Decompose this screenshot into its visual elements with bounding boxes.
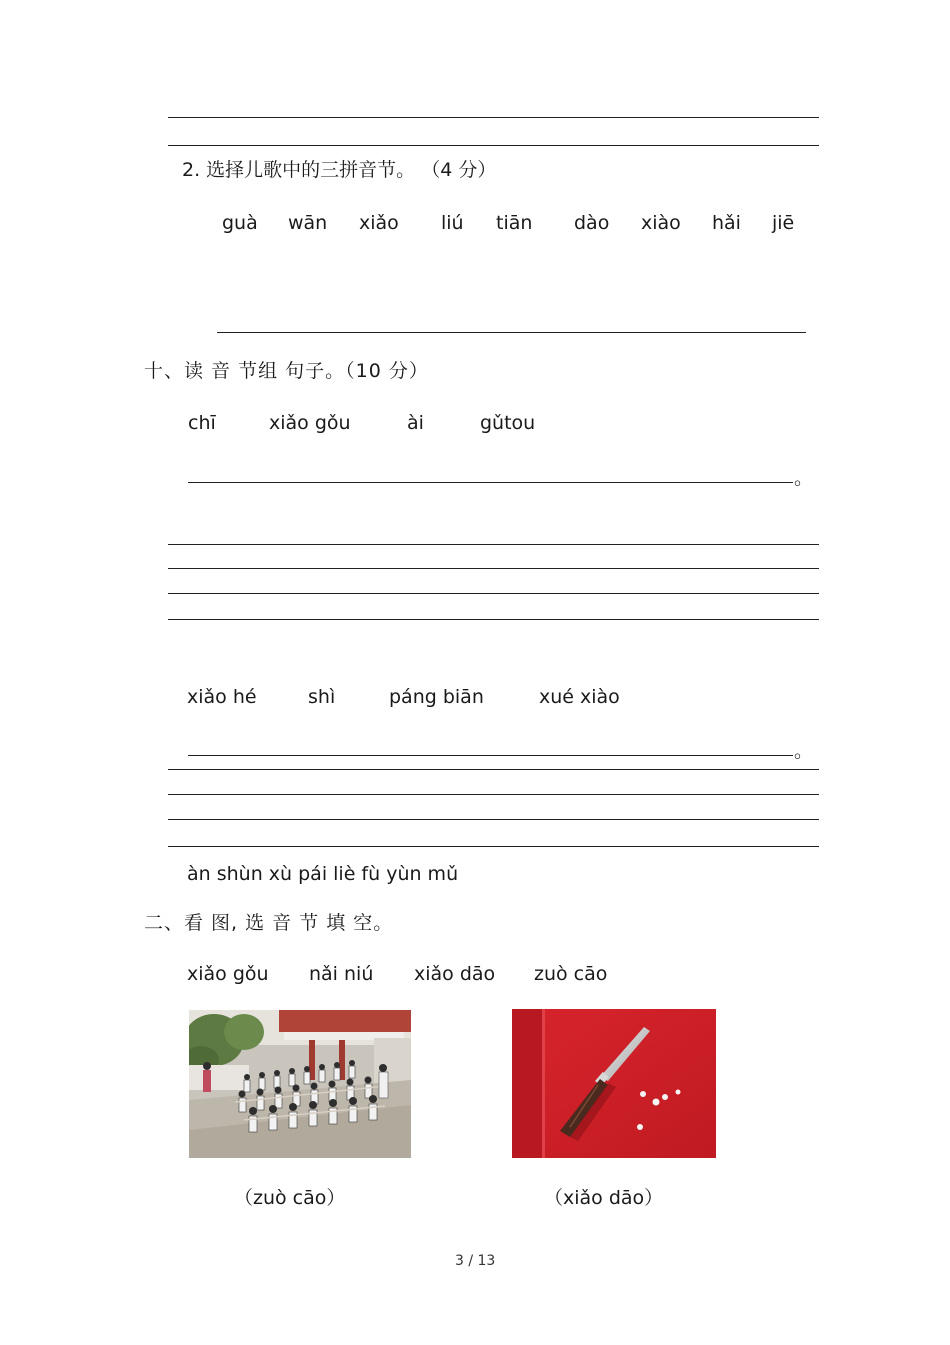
syllable: guà	[222, 212, 258, 234]
writing-line	[168, 846, 819, 847]
writing-line	[168, 819, 819, 820]
caption-right: （xiǎo dāo）	[544, 1187, 664, 1209]
syllable-row: àn shùn xù pái liè fù yùn mǔ	[187, 863, 459, 885]
option: xiǎo gǒu	[187, 963, 269, 985]
writing-line	[168, 794, 819, 795]
period-mark: 。	[794, 467, 814, 489]
syllable: liú	[441, 212, 464, 234]
syllable-group: xiǎo hé	[187, 686, 257, 708]
period-mark: 。	[794, 740, 814, 762]
answer-line	[188, 482, 793, 483]
exercise-photo	[189, 1010, 411, 1158]
syllable: xiǎo	[359, 212, 399, 234]
writing-line	[168, 769, 819, 770]
writing-line	[168, 117, 819, 118]
section-10-title: 十、读 音 节组 句子。（10 分）	[144, 360, 429, 382]
syllable-group: shì	[308, 686, 336, 708]
syllable: xiào	[641, 212, 681, 234]
page-number: 3 / 13	[455, 1253, 496, 1269]
knife-photo	[512, 1009, 716, 1158]
option: nǎi niú	[309, 963, 374, 985]
syllable-group: xué xiào	[539, 686, 620, 708]
syllable-group: páng biān	[389, 686, 484, 708]
syllable: tiān	[496, 212, 533, 234]
writing-line	[168, 544, 819, 545]
writing-line	[168, 619, 819, 620]
syllable: wān	[288, 212, 328, 234]
answer-line	[217, 332, 806, 333]
option: xiǎo dāo	[414, 963, 496, 985]
answer-line	[188, 755, 793, 756]
question-2-title: 2. 选择儿歌中的三拼音节。 （4 分）	[182, 159, 497, 181]
syllable: jiē	[772, 212, 795, 234]
writing-line	[168, 145, 819, 146]
caption-left: （zuò cāo）	[234, 1187, 346, 1209]
syllable-group: gǔtou	[480, 412, 536, 434]
syllable: hǎi	[712, 212, 741, 234]
writing-line	[168, 593, 819, 594]
option: zuò cāo	[534, 963, 608, 985]
syllable-group: chī	[188, 412, 216, 434]
section-2-title: 二、看 图, 选 音 节 填 空。	[144, 912, 394, 934]
syllable-group: xiǎo gǒu	[269, 412, 351, 434]
writing-line	[168, 568, 819, 569]
syllable-group: ài	[407, 412, 424, 434]
syllable: dào	[574, 212, 610, 234]
